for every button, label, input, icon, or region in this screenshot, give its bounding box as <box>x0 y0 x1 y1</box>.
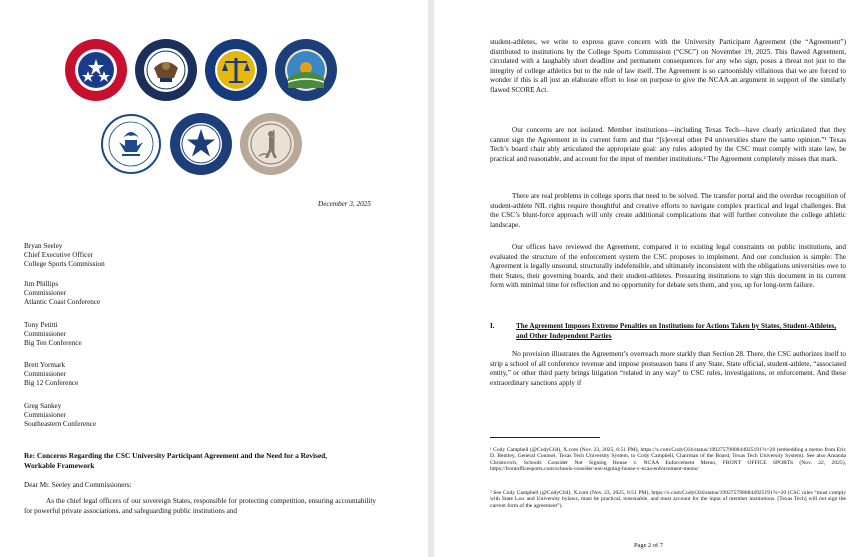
recipient-1-org: College Sports Commission <box>24 260 105 268</box>
footnote-2: ² See Cody Campbell (@CodyC64), X.com (Nov. 23, 2025, 6:51 PM), https://x.com/CodyC64/status/1992757980844925191?s=20 (CSC rules “must comply with State Law and University bylaws, must be practical, reasonable, and must account for the input of member institutions. [Texas Tech] will not sign the current form of the agreement”). <box>490 490 846 509</box>
texas-seal-icon <box>169 112 233 176</box>
new-jersey-seal-icon <box>204 38 268 102</box>
recipient-4-name: Brett Yormark <box>24 361 66 369</box>
ohio-seal-icon <box>274 38 338 102</box>
paragraph-3: There are real problems in college sports that need to be solved. The transfer portal and the overdue recognition of student-athlete NIL rights require thoughtful and creative efforts to navigate complex practical and legal challenges. But the CSC’s blunt-force approach will only create additional complications that will further convolute the college athletic landscape. <box>490 192 846 229</box>
recipient-1-title: Chief Executive Officer <box>24 251 93 259</box>
tennessee-seal-icon <box>64 38 128 102</box>
recipient-4-title: Commissioner <box>24 370 66 378</box>
recipient-5-org: Southeastern Conference <box>24 420 97 428</box>
pennsylvania-seal-icon <box>99 112 163 176</box>
recipient-3-title: Commissioner <box>24 330 66 338</box>
paragraph-1: student-athletes, we write to express grave concern with the University Participant Agreement (the “Agreement”) distributed to institutions by the College Sports Commission (“CSC”) on November 19, 2025. This flawed Agreement, circulated with a laughably short deadline and permanent consequences for any who sign, poses a threat not just to the integrity of college athletics but to the rule of law itself. The Agreement is so cartoonishly villainous that we are forced to wonder if this is all just an elaborate effort to lose on purpose to give the NCAA an argument in support of the similarly flawed SCORE Act. <box>490 38 846 94</box>
recipient-4-org: Big 12 Conference <box>24 379 79 387</box>
section-title: The Agreement Imposes Extreme Penalties on Institutions for Actions Taken by States, Student-Athletes, and Other Independent Parties <box>516 322 837 340</box>
re-line: Re: Concerns Regarding the CSC University Participant Agreement and the Need for a Revised, Workable Framework <box>24 451 328 470</box>
recipient-1-name: Bryan Seeley <box>24 242 63 250</box>
recipient-5-name: Greg Sankey <box>24 402 62 410</box>
section-number: I. <box>490 322 495 330</box>
recipient-2-title: Commissioner <box>24 289 66 297</box>
letter-date: December 3, 2025 <box>318 200 371 208</box>
opening-paragraph: As the chief legal officers of our sovereign States, responsible for protecting competition, ensuring accountability for powerful private associations, and safeguarding public institutions and <box>24 497 376 515</box>
recipient-3-name: Tony Petitti <box>24 321 58 329</box>
footnote-1: ¹ Cody Campbell (@CodyC64), X.com (Nov. 23, 2025, 6:51 PM), https://x.com/CodyC64/status/1992757980844925191?s=20 (embedding a memo from Eric D. Bentley, General Counsel, Texas Tech University System, to Cody Campbell, Chairman of the Board, Texas Tech University System). See also Amanda Christovich, Schools Consider Not Signing House v. NCAA Enforcement Memo, FRONT OFFICE SPORTS (Nov. 22, 2025), https://frontofficesports.com/schools-consider-not-signing-house-v-ncaa-enforcement-memo/ <box>490 447 846 473</box>
salutation: Dear Mr. Seeley and Commissioners: <box>24 481 132 489</box>
page-number: Page 2 of 7 <box>634 542 663 549</box>
recipient-2-name: Jim Phillips <box>24 280 59 288</box>
virginia-seal-icon <box>239 112 303 176</box>
paragraph-2: Our concerns are not isolated. Member institutions—including Texas Tech—have clearly articulated that they cannot sign the Agreement in its current form and that “[s]everal other P4 universities share the same opinion.”¹ Texas Tech’s board chair ably articulated the appropriate goal: any rules adopted by the CSC must comply with state law, be practical and reasonable, and account for the input of member institutions.² The Agreement completely misses that mark. <box>490 126 846 163</box>
recipient-3-org: Big Ten Conference <box>24 339 82 347</box>
paragraph-5: No provision illustrates the Agreement’s overreach more starkly than Section 28. There, the CSC authorizes itself to strip a school of all conference revenue and impose postseason bans if any State, State official, student-athlete, “associated entity,” or other third party brings litigation “related in any way” to CSC rules, investigations, or enforcement. And these extraordinary sanctions apply if <box>490 350 846 387</box>
recipient-2-org: Atlantic Coast Conference <box>24 298 101 306</box>
recipient-5-title: Commissioner <box>24 411 66 419</box>
letter-page-1 <box>0 0 428 557</box>
arkansas-seal-icon <box>134 38 198 102</box>
letter-page-2 <box>434 0 863 557</box>
footnote-divider <box>490 437 600 438</box>
paragraph-4: Our offices have reviewed the Agreement, compared it to existing legal constraints on public institutions, and evaluated the structure of the enforcement system the CSC proposes to implement. And our conclusion is simple: The Agreement is legally unsound, structurally indefensible, and ultimately inconsistent with the obligations universities owe to their States, their governing boards, and their student-athletes. Pressuring institutions to sign this document in its current form with minimal time for reflection and no opportunity for debate sets them, and you, up for long-term failure. <box>490 243 846 290</box>
